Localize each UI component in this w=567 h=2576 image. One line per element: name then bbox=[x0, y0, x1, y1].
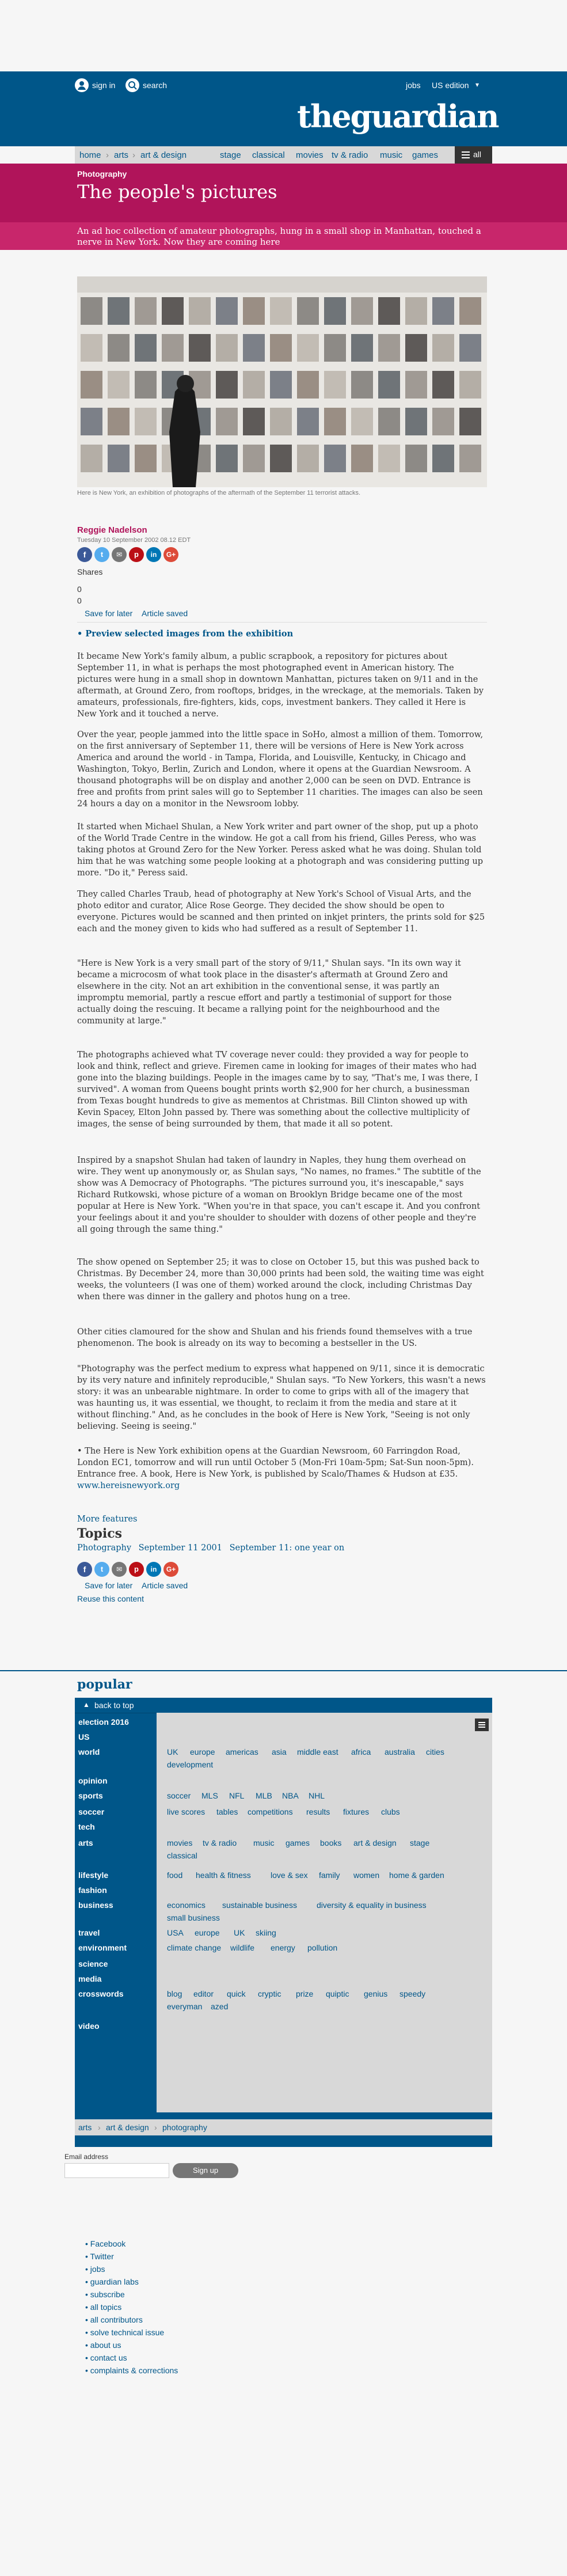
subnav-link[interactable]: love & sex bbox=[271, 1871, 308, 1880]
subnav-link[interactable]: australia bbox=[385, 1747, 415, 1756]
subnav-link[interactable]: clubs bbox=[381, 1807, 400, 1816]
subnav-link[interactable]: NBA bbox=[282, 1791, 299, 1800]
exhibition-photo bbox=[432, 371, 454, 399]
email-icon[interactable]: ✉ bbox=[112, 1562, 127, 1577]
share-count: 0 bbox=[77, 585, 82, 594]
more-features-link[interactable]: More features bbox=[77, 1515, 138, 1524]
subnav-link[interactable]: africa bbox=[351, 1747, 371, 1756]
share-bar-bottom bbox=[77, 1562, 221, 1578]
exhibition-photo bbox=[135, 445, 157, 472]
exhibition-photo bbox=[351, 445, 373, 472]
subnav-link[interactable]: movies bbox=[167, 1838, 193, 1847]
exhibition-photo bbox=[162, 297, 184, 325]
subnav-link[interactable]: energy bbox=[271, 1943, 295, 1952]
subnav-link[interactable]: development bbox=[167, 1760, 214, 1769]
shares-label: Shares bbox=[77, 567, 103, 576]
exhibition-photo bbox=[243, 334, 265, 362]
subnav-link[interactable]: NHL bbox=[309, 1791, 325, 1800]
subnav-link[interactable]: NFL bbox=[229, 1791, 245, 1800]
exhibition-photo bbox=[270, 408, 292, 435]
exhibition-photo bbox=[405, 297, 427, 325]
subnav-link[interactable]: classical bbox=[167, 1851, 197, 1860]
exhibition-photo bbox=[459, 334, 481, 362]
exhibition-photo bbox=[243, 408, 265, 435]
edition-selector[interactable]: US edition bbox=[432, 81, 469, 90]
popular-rule bbox=[0, 1670, 567, 1671]
exhibition-photo bbox=[243, 371, 265, 399]
subnav-link[interactable]: live scores bbox=[167, 1807, 206, 1816]
email-icon[interactable]: ✉ bbox=[112, 547, 127, 562]
subnav-link[interactable]: home & garden bbox=[389, 1871, 444, 1880]
exhibition-photo bbox=[81, 408, 102, 435]
nav-video[interactable]: video bbox=[78, 2021, 100, 2031]
standfirst-band bbox=[0, 222, 567, 250]
exhibition-photo bbox=[243, 297, 265, 325]
topic-link[interactable]: Photography bbox=[77, 1543, 132, 1553]
subnav-link[interactable]: UK bbox=[167, 1747, 178, 1756]
exhibition-photo bbox=[405, 408, 427, 435]
exhibition-photo bbox=[378, 445, 400, 472]
exhibition-photo bbox=[432, 408, 454, 435]
exhibition-photo bbox=[81, 297, 102, 325]
exhibition-photo bbox=[81, 445, 102, 472]
breadcrumb-separator: › bbox=[98, 2123, 101, 2132]
topics-list bbox=[77, 1543, 349, 1553]
exhibition-photo bbox=[297, 371, 319, 399]
subnav-link[interactable]: music bbox=[253, 1838, 275, 1847]
nav-business[interactable]: business bbox=[78, 1900, 113, 1910]
exhibition-photo bbox=[378, 334, 400, 362]
exhibition-note: • The Here is New York exhibition opens at the Guardian Newsroom, 60 Farringdon Road, London EC1, tomorrow and will run until October 5 (Mon-Fri 10am-5pm; Sat-Sun noon-5pm). Entrance free. A book, Here is New York, is published by Scalo/Thames & Hudson at £35. bbox=[77, 1447, 474, 1479]
subnav-link[interactable]: cryptic bbox=[258, 1989, 281, 1998]
exhibition-photo bbox=[108, 445, 130, 472]
exhibition-photo bbox=[135, 297, 157, 325]
exhibition-photo bbox=[324, 334, 346, 362]
footer-link[interactable]: • contact us bbox=[85, 2353, 127, 2362]
exhibition-photo bbox=[108, 334, 130, 362]
exhibition-photo bbox=[216, 297, 238, 325]
section-menu bbox=[75, 1698, 492, 2147]
exhibition-photo bbox=[216, 408, 238, 435]
subnav-link[interactable]: everyman bbox=[167, 2002, 203, 2011]
subnav-link[interactable]: quick bbox=[227, 1989, 246, 1998]
facebook-icon[interactable]: f bbox=[77, 1562, 92, 1577]
nav-sports[interactable]: sports bbox=[78, 1791, 103, 1800]
exhibition-photo bbox=[405, 371, 427, 399]
subnav-link[interactable]: MLB bbox=[256, 1791, 272, 1800]
back-to-top-bar[interactable] bbox=[75, 1698, 492, 1713]
popular-heading: popular bbox=[77, 1677, 132, 1692]
body-paragraph: Other cities clamoured for the show and Shulan and his friends found themselves with a true phenomenon. The book is already on its way to becoming a bestseller in the US. bbox=[77, 1327, 473, 1348]
article-saved-status: Article saved bbox=[142, 1581, 188, 1590]
exhibition-photo bbox=[378, 408, 400, 435]
body-paragraph bbox=[77, 1446, 487, 1492]
preview-images-text: Preview selected images from the exhibition bbox=[85, 629, 294, 639]
comment-count: 0 bbox=[77, 596, 82, 605]
subnav-link[interactable]: diversity & equality in business bbox=[317, 1900, 427, 1910]
body-paragraph: "Here is New York is a very small part of the story of 9/11," Shulan says. "In its own way it became a microcosm of what took place in the disaster's aftermath at Ground Zero and elsewhere in the city. Not an art exhibition in the conventional sense, it was partly an impromptu memorial, partly a rescue effort and partly a testimonial of support for those actually doing the rescuing. It became a rallying point for the neighbourhood and the community at large." bbox=[77, 959, 461, 1026]
body-paragraph: The photographs achieved what TV coverage never could: they provided a way for people to look and think, reflect and grieve. Firemen came in looking for images of their mates who had gone into the blazing buildings. People in the images came by to say, "That's me, I was there, I survived". A woman from Queens bought prints worth $2,900 for her church, a businessman from Texas bought hundreds to give as mementos at Christmas. Bill Clinton showed up with Kevin Spacey, Elton John passed by. There was something about the collective multiplicity of images, the sense of being surrounded by them, that made it all so potent. bbox=[77, 1050, 478, 1129]
reuse-content-link[interactable]: Reuse this content bbox=[77, 1594, 144, 1603]
save-for-later-button[interactable]: Save for later bbox=[85, 609, 133, 618]
nav-travel[interactable]: travel bbox=[78, 1928, 100, 1937]
divider bbox=[77, 622, 487, 623]
subnav-link[interactable]: tv & radio bbox=[203, 1838, 237, 1847]
subnav-link[interactable]: europe bbox=[195, 1928, 220, 1937]
exhibition-photo bbox=[135, 408, 157, 435]
nav-soccer[interactable]: soccer bbox=[78, 1807, 105, 1816]
subnav-link[interactable]: climate change bbox=[167, 1943, 222, 1952]
nav-games[interactable]: games bbox=[412, 150, 439, 160]
guardian-logo[interactable]: theguardian bbox=[297, 98, 498, 135]
exhibition-photo bbox=[270, 371, 292, 399]
exhibition-photo bbox=[108, 371, 130, 399]
exhibition-photo bbox=[351, 371, 373, 399]
exhibition-photo bbox=[297, 408, 319, 435]
footer-link[interactable]: • about us bbox=[85, 2340, 121, 2350]
footer-link[interactable]: • jobs bbox=[85, 2264, 105, 2274]
subnav-link[interactable]: fixtures bbox=[343, 1807, 370, 1816]
googleplus-icon[interactable]: G+ bbox=[163, 1562, 178, 1577]
nav-tv-radio[interactable]: tv & radio bbox=[332, 150, 368, 160]
exhibition-photo bbox=[243, 445, 265, 472]
topics-heading: Topics bbox=[77, 1526, 123, 1541]
exhibition-photo bbox=[162, 334, 184, 362]
main-nav bbox=[75, 146, 492, 164]
subnav-link[interactable]: art & design bbox=[353, 1838, 397, 1847]
nav-lifestyle[interactable]: lifestyle bbox=[78, 1871, 109, 1880]
footer-link[interactable]: • Twitter bbox=[85, 2252, 114, 2261]
nav-arts[interactable]: arts bbox=[78, 1838, 93, 1847]
breadcrumb-arts[interactable]: arts bbox=[78, 2123, 92, 2132]
subnav-link[interactable]: middle east bbox=[297, 1747, 338, 1756]
hereisnewyork-link[interactable]: www.hereisnewyork.org bbox=[77, 1481, 180, 1490]
back-to-top-link: back to top bbox=[94, 1701, 134, 1710]
exhibition-photo bbox=[351, 408, 373, 435]
subnav-link[interactable]: books bbox=[320, 1838, 342, 1847]
nav-stage[interactable]: stage bbox=[220, 150, 241, 160]
body-paragraph: Over the year, people jammed into the little space in SoHo, almost a million of them. Tomorrow, on the first anniversary of September 11, there will be versions of Here is New York across America and around the world - in Tampa, Florida, and Louisville, Kentucky, in Chicago and Washington, Tokyo, Berlin, Zurich and London, where it opens at the Guardian Newsroom. A thousand photographs will be on display and another 2,000 can be seen on DVD. Entrance is free and profits from print sales will go to September 11 charities. The images can also be seen 24 hours a day on a monitor in the Newsroom lobby. bbox=[77, 730, 484, 809]
footer-link[interactable]: • guardian labs bbox=[85, 2277, 139, 2286]
body-paragraph: Inspired by a snapshot Shulan had taken of laundry in Naples, they hung them overhead on wire. They went up anonymously or, as Shulan says, "No names, no frames." The subtitle of the show was A Democracy of Photographs. "The pictures surround you, it's inescapable," says Richard Rutkowski, whose picture of a woman on Brooklyn Bridge became one of the most popular at Here is New York. "When you're in that space, you can't escape it. And you confront your feelings about it and you're shoulder to shoulder with dozens of other people and they're all going through the same thing." bbox=[77, 1156, 481, 1234]
standfirst: An ad hoc collection of amateur photographs, hung in a small shop in Manhattan, touched a nerve in New York. Now they are coming here bbox=[77, 226, 481, 247]
subnav-link[interactable]: soccer bbox=[167, 1791, 191, 1800]
exhibition-photo bbox=[297, 445, 319, 472]
nav-science[interactable]: science bbox=[78, 1959, 108, 1968]
sign-in-link[interactable]: sign in bbox=[92, 81, 116, 90]
subnav-link[interactable]: sustainable business bbox=[222, 1900, 297, 1910]
section-label[interactable]: Photography bbox=[77, 169, 127, 179]
subnav-link[interactable]: MLS bbox=[201, 1791, 218, 1800]
pinterest-icon[interactable]: p bbox=[129, 547, 144, 562]
exhibition-photo bbox=[270, 445, 292, 472]
article-saved-status: Article saved bbox=[142, 609, 188, 618]
exhibition-photo bbox=[351, 334, 373, 362]
exhibition-photo bbox=[108, 408, 130, 435]
exhibition-photo bbox=[351, 297, 373, 325]
subnav-link[interactable]: games bbox=[286, 1838, 310, 1847]
footer-link[interactable]: • Facebook bbox=[85, 2239, 126, 2248]
facebook-icon[interactable]: f bbox=[77, 547, 92, 562]
linkedin-icon[interactable]: in bbox=[146, 547, 161, 562]
exhibition-photo bbox=[297, 297, 319, 325]
subnav-link[interactable]: health & fitness bbox=[196, 1871, 251, 1880]
body-paragraph: It became New York's family album, a public scrapbook, a repository for pictures about September 11, in what is perhaps the most photographed event in American history. The pictures were hung in a small shop in downtown Manhattan, pictures taken on 9/11 and in the aftermath, at Ground Zero, from rooftops, bridges, in the wreckage, at the memorials. Taken by amateurs, professionals, fire-fighters, kids, cops, investment bankers. They called it Here is New York and it touched a nerve. bbox=[77, 652, 484, 719]
subnav-link[interactable]: cities bbox=[426, 1747, 444, 1756]
exhibition-photo bbox=[216, 371, 238, 399]
exhibition-photo bbox=[378, 297, 400, 325]
main-image[interactable] bbox=[77, 276, 487, 487]
sign-up-button[interactable]: Sign up bbox=[173, 2163, 238, 2178]
footer-link[interactable]: • all contributors bbox=[85, 2315, 143, 2324]
subnav-link[interactable]: women bbox=[353, 1871, 380, 1880]
menu-icon bbox=[462, 151, 470, 153]
nav-music[interactable]: music bbox=[380, 150, 403, 160]
nav-tech[interactable]: tech bbox=[78, 1822, 95, 1831]
top-strip bbox=[0, 0, 567, 71]
nav-classical[interactable]: classical bbox=[252, 150, 285, 160]
subnav-link[interactable]: family bbox=[319, 1871, 340, 1880]
breadcrumb bbox=[75, 2119, 492, 2135]
exhibition-photo bbox=[108, 297, 130, 325]
masthead bbox=[0, 71, 567, 146]
subnav-link[interactable]: competitions bbox=[248, 1807, 293, 1816]
subnav-link[interactable]: wildlife bbox=[230, 1943, 255, 1952]
footer-link[interactable]: • solve technical issue bbox=[85, 2328, 165, 2337]
exhibition-photo bbox=[324, 408, 346, 435]
email-label: Email address bbox=[64, 2153, 109, 2161]
nav-environment[interactable]: environment bbox=[78, 1943, 127, 1952]
nav-world[interactable]: world bbox=[78, 1747, 100, 1756]
linkedin-icon[interactable]: in bbox=[146, 1562, 161, 1577]
image-caption: Here is New York, an exhibition of photographs of the aftermath of the September 11 terrorist attacks. bbox=[77, 490, 361, 496]
breadcrumb-photography[interactable]: photography bbox=[162, 2123, 207, 2132]
exhibition-photo bbox=[432, 297, 454, 325]
search-icon[interactable] bbox=[125, 78, 139, 92]
nav-art-design[interactable]: art & design bbox=[140, 150, 187, 160]
pinterest-icon[interactable]: p bbox=[129, 1562, 144, 1577]
subnav-link[interactable]: editor bbox=[193, 1989, 214, 1998]
subnav-link[interactable]: small business bbox=[167, 1913, 220, 1922]
preview-images-link[interactable]: • Preview selected images from the exhibition bbox=[77, 629, 294, 639]
subnav-panel bbox=[157, 1713, 492, 2112]
subnav-link[interactable]: blog bbox=[167, 1989, 182, 1998]
search-link[interactable]: search bbox=[143, 81, 168, 90]
subnav-link[interactable]: skiing bbox=[256, 1928, 276, 1937]
exhibition-photo bbox=[135, 371, 157, 399]
subnav-link[interactable]: tables bbox=[216, 1807, 238, 1816]
nav-home[interactable]: home bbox=[79, 150, 101, 160]
subnav-link[interactable]: genius bbox=[364, 1989, 388, 1998]
nav-separator: › bbox=[106, 150, 109, 160]
footer-link[interactable]: • subscribe bbox=[85, 2290, 125, 2299]
exhibition-photo bbox=[270, 297, 292, 325]
exhibition-photo bbox=[189, 334, 211, 362]
body-paragraph: They called Charles Traub, head of photography at New York's School of Visual Arts, and the photo editor and curator, Alice Rose George. They decided the show should be open to everyone. Pictures would be scanned and then printed on inkjet printers, the prints sold for $25 each and the money given to kids who had suffered as a result of September 11. bbox=[77, 890, 485, 934]
exhibition-photo bbox=[459, 408, 481, 435]
body-paragraph: "Photography was the perfect medium to express what happened on 9/11, since it is democratic by its very nature and infinitely reproducible," Shulan says. "To New Yorkers, this wasn't a news story: it was an unbearable nightmare. In order to come to grips with all of the imagery that was haunting us, it was essential, we thought, to reclaim it from the media and stare at it without flinching." And, as he concludes in the book of Here is New York, "Seeing is not only believing. Seeing is seeing." bbox=[77, 1364, 486, 1431]
share-bar bbox=[77, 547, 221, 563]
subnav-link[interactable]: USA bbox=[167, 1928, 184, 1937]
exhibition-photo bbox=[405, 334, 427, 362]
body-paragraph: It started when Michael Shulan, a New York writer and part owner of the shop, put up a photo of the World Trade Centre in the window. He got a call from his friend, Gilles Peress, who was taking photos at Ground Zero for the New Yorker. Peress asked what he was doing. Shulan told him that he was watching some people looking at a photograph and was considering putting up more. "Do it," Peress said. bbox=[77, 822, 483, 878]
nav-us[interactable]: US bbox=[78, 1732, 90, 1742]
nav-election-2016[interactable]: election 2016 bbox=[78, 1717, 129, 1727]
all-sections-button[interactable] bbox=[455, 146, 492, 164]
subnav-link[interactable]: americas bbox=[226, 1747, 258, 1756]
author-link[interactable]: Reggie Nadelson bbox=[77, 525, 147, 535]
exhibition-photo bbox=[189, 297, 211, 325]
arrow-up-icon: ▲ bbox=[83, 1701, 90, 1709]
exhibition-photo bbox=[405, 445, 427, 472]
exhibition-photo bbox=[432, 445, 454, 472]
subnav-link[interactable]: asia bbox=[272, 1747, 287, 1756]
footer-link[interactable]: • complaints & corrections bbox=[85, 2366, 178, 2375]
exhibition-photo bbox=[135, 334, 157, 362]
subnav-link[interactable]: UK bbox=[234, 1928, 245, 1937]
exhibition-photo bbox=[216, 334, 238, 362]
exhibition-photo bbox=[216, 445, 238, 472]
exhibition-photo bbox=[81, 371, 102, 399]
exhibition-photo bbox=[324, 297, 346, 325]
headline: The people's pictures bbox=[77, 181, 277, 203]
email-field[interactable] bbox=[64, 2163, 169, 2178]
exhibition-photo bbox=[297, 334, 319, 362]
googleplus-icon[interactable]: G+ bbox=[163, 547, 178, 562]
footer-link[interactable]: • all topics bbox=[85, 2302, 122, 2312]
subnav-link[interactable]: speedy bbox=[399, 1989, 426, 1998]
twitter-icon[interactable]: t bbox=[94, 1562, 109, 1577]
body-paragraph: The show opened on September 25; it was to close on October 15, but this was pushed back to Christmas. By December 24, more than 30,000 prints had been sold, the waiting time was eight weeks, the volunteers (I was one of them) worked around the clock, including Christmas Day when there was dinner in the gallery and photos hung on a tree. bbox=[77, 1258, 484, 1302]
subnav-link[interactable]: stage bbox=[410, 1838, 430, 1847]
nav-crosswords[interactable]: crosswords bbox=[78, 1989, 124, 1998]
all-label: all bbox=[473, 150, 482, 159]
exhibition-photo bbox=[459, 297, 481, 325]
breadcrumb-separator: › bbox=[154, 2123, 157, 2132]
chevron-down-icon: ▾ bbox=[475, 81, 480, 89]
subnav-link[interactable]: europe bbox=[190, 1747, 215, 1756]
twitter-icon[interactable]: t bbox=[94, 547, 109, 562]
nav-arts[interactable]: arts bbox=[114, 150, 129, 160]
exhibition-photo bbox=[378, 371, 400, 399]
exhibition-photo bbox=[81, 334, 102, 362]
user-icon[interactable] bbox=[75, 78, 89, 92]
exhibition-photo bbox=[459, 371, 481, 399]
subnav-link[interactable]: prize bbox=[296, 1989, 314, 1998]
exhibition-photo bbox=[270, 334, 292, 362]
save-for-later-button[interactable]: Save for later bbox=[85, 1581, 133, 1590]
subnav-link[interactable]: quiptic bbox=[326, 1989, 349, 1998]
subnav-link[interactable]: food bbox=[167, 1871, 183, 1880]
topic-link[interactable]: September 11: one year on bbox=[229, 1543, 345, 1553]
breadcrumb-art-design[interactable]: art & design bbox=[106, 2123, 149, 2132]
menu-icon[interactable] bbox=[475, 1718, 489, 1731]
nav-fashion[interactable]: fashion bbox=[78, 1885, 107, 1895]
exhibition-photo bbox=[324, 445, 346, 472]
nav-opinion[interactable]: opinion bbox=[78, 1776, 108, 1785]
nav-movies[interactable]: movies bbox=[296, 150, 324, 160]
subnav-link[interactable]: economics bbox=[167, 1900, 206, 1910]
exhibition-photo bbox=[324, 371, 346, 399]
subnav-link[interactable]: results bbox=[306, 1807, 330, 1816]
nav-separator: › bbox=[132, 150, 135, 160]
exhibition-photo bbox=[459, 445, 481, 472]
exhibition-photo bbox=[432, 334, 454, 362]
jobs-link[interactable]: jobs bbox=[406, 81, 421, 90]
subnav-link[interactable]: azed bbox=[211, 2002, 229, 2011]
topic-link[interactable]: September 11 2001 bbox=[138, 1543, 222, 1553]
publish-date: Tuesday 10 September 2002 08.12 EDT bbox=[77, 537, 191, 544]
nav-media[interactable]: media bbox=[78, 1974, 102, 1983]
subnav-link[interactable]: pollution bbox=[307, 1943, 338, 1952]
